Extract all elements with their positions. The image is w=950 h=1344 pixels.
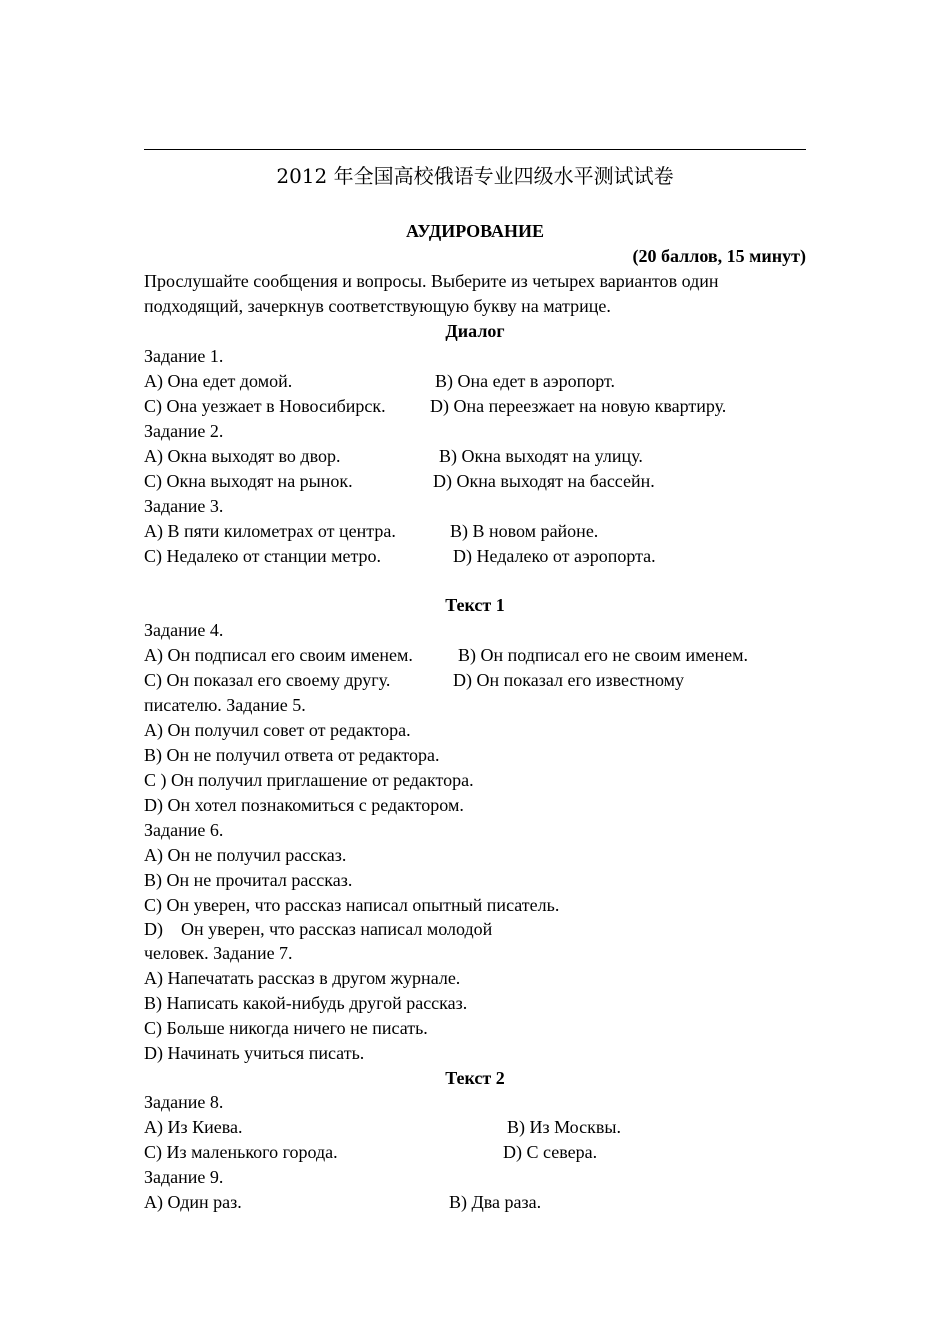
task-1-option-d: D) Она переезжает на новую квартиру. — [430, 396, 727, 416]
task-6-label: Задание 6. — [144, 820, 224, 840]
score-info: (20 баллов, 15 минут) — [632, 246, 806, 266]
task-4-row-1 — [144, 643, 806, 668]
task-5-option-d: D) Он хотел познакомиться с редактором. — [144, 795, 464, 815]
task-1-option-a: A) Она едет домой. — [144, 371, 293, 391]
task-2-option-c: C) Окна выходят на рынок. — [144, 471, 353, 491]
task-2-option-b: B) Окна выходят на улицу. — [439, 446, 643, 466]
task-1-option-b: B) Она едет в аэропорт. — [435, 371, 616, 391]
instructions-line-2: подходящий, зачеркнув соответствующую букву на матрице. — [144, 296, 611, 316]
task-8-option-c: C) Из маленького города. — [144, 1142, 338, 1162]
text-2-heading: Текст 2 — [445, 1068, 505, 1088]
task-3-row-2 — [144, 544, 806, 569]
task-6-option-c: C) Он уверен, что рассказ написал опытный писатель. — [144, 895, 560, 915]
task-8-option-b: B) Из Москвы. — [507, 1117, 621, 1137]
task-4-option-d: D) Он показал его известному — [453, 670, 684, 690]
task-9-label: Задание 9. — [144, 1167, 224, 1187]
task-6-option-a: A) Он не получил рассказ. — [144, 845, 347, 865]
task-1-row-2 — [144, 394, 806, 419]
header-rule — [144, 149, 806, 150]
task-6-option-b: B) Он не прочитал рассказ. — [144, 870, 353, 890]
instructions-line-1: Прослушайте сообщения и вопросы. Выберите из четырех вариантов один — [144, 271, 719, 291]
task-8-row-2 — [144, 1140, 806, 1165]
task-8-row-1 — [144, 1115, 806, 1140]
task-3-option-c: C) Недалеко от станции метро. — [144, 546, 382, 566]
task-6-option-d-continued: человек. Задание 7. — [144, 943, 293, 963]
task-3-label: Задание 3. — [144, 496, 224, 516]
task-8-label: Задание 8. — [144, 1092, 224, 1112]
task-5-option-c: C ) Он получил приглашение от редактора. — [144, 770, 474, 790]
task-7-option-d: D) Начинать учиться писать. — [144, 1043, 365, 1063]
task-1-label: Задание 1. — [144, 346, 224, 366]
task-3-option-a: A) В пяти километрах от центра. — [144, 521, 396, 541]
task-2-option-d: D) Окна выходят на бассейн. — [433, 471, 655, 491]
task-3-option-d: D) Недалеко от аэропорта. — [453, 546, 656, 566]
task-7-option-b: B) Написать какой-нибудь другой рассказ. — [144, 993, 468, 1013]
document-title: 2012 年全国高校俄语专业四级水平测试试卷 — [276, 164, 674, 188]
task-2-label: Задание 2. — [144, 421, 224, 441]
task-9-row-1 — [144, 1190, 806, 1215]
task-3-option-b: B) В новом районе. — [450, 521, 599, 541]
task-2-option-a: A) Окна выходят во двор. — [144, 446, 341, 466]
task-2-row-2 — [144, 469, 806, 494]
task-3-row-1 — [144, 519, 806, 544]
task-5-option-a: A) Он получил совет от редактора. — [144, 720, 411, 740]
task-4-option-d-continued: писателю. Задание 5. — [144, 695, 306, 715]
task-9-option-b: B) Два раза. — [449, 1192, 542, 1212]
section-heading: АУДИРОВАНИЕ — [406, 221, 544, 241]
task-4-label: Задание 4. — [144, 620, 224, 640]
dialog-heading: Диалог — [445, 321, 505, 341]
task-2-row-1 — [144, 444, 806, 469]
task-6-option-d: D) Он уверен, что рассказ написал молодой — [144, 919, 493, 939]
text-1-heading: Текст 1 — [445, 595, 505, 615]
task-4-row-2 — [144, 668, 806, 693]
task-1-option-c: C) Она уезжает в Новосибирск. — [144, 396, 386, 416]
task-7-option-c: C) Больше никогда ничего не писать. — [144, 1018, 428, 1038]
task-1-row-1 — [144, 369, 806, 394]
task-5-option-b: B) Он не получил ответа от редактора. — [144, 745, 440, 765]
task-8-option-d: D) С севера. — [503, 1142, 598, 1162]
task-9-option-a: A) Один раз. — [144, 1192, 242, 1212]
task-4-option-b: B) Он подписал его не своим именем. — [458, 645, 748, 665]
task-8-option-a: A) Из Киева. — [144, 1117, 243, 1137]
task-4-option-a: A) Он подписал его своим именем. — [144, 645, 413, 665]
task-7-option-a: A) Напечатать рассказ в другом журнале. — [144, 968, 461, 988]
task-4-option-c: C) Он показал его своему другу. — [144, 670, 391, 690]
